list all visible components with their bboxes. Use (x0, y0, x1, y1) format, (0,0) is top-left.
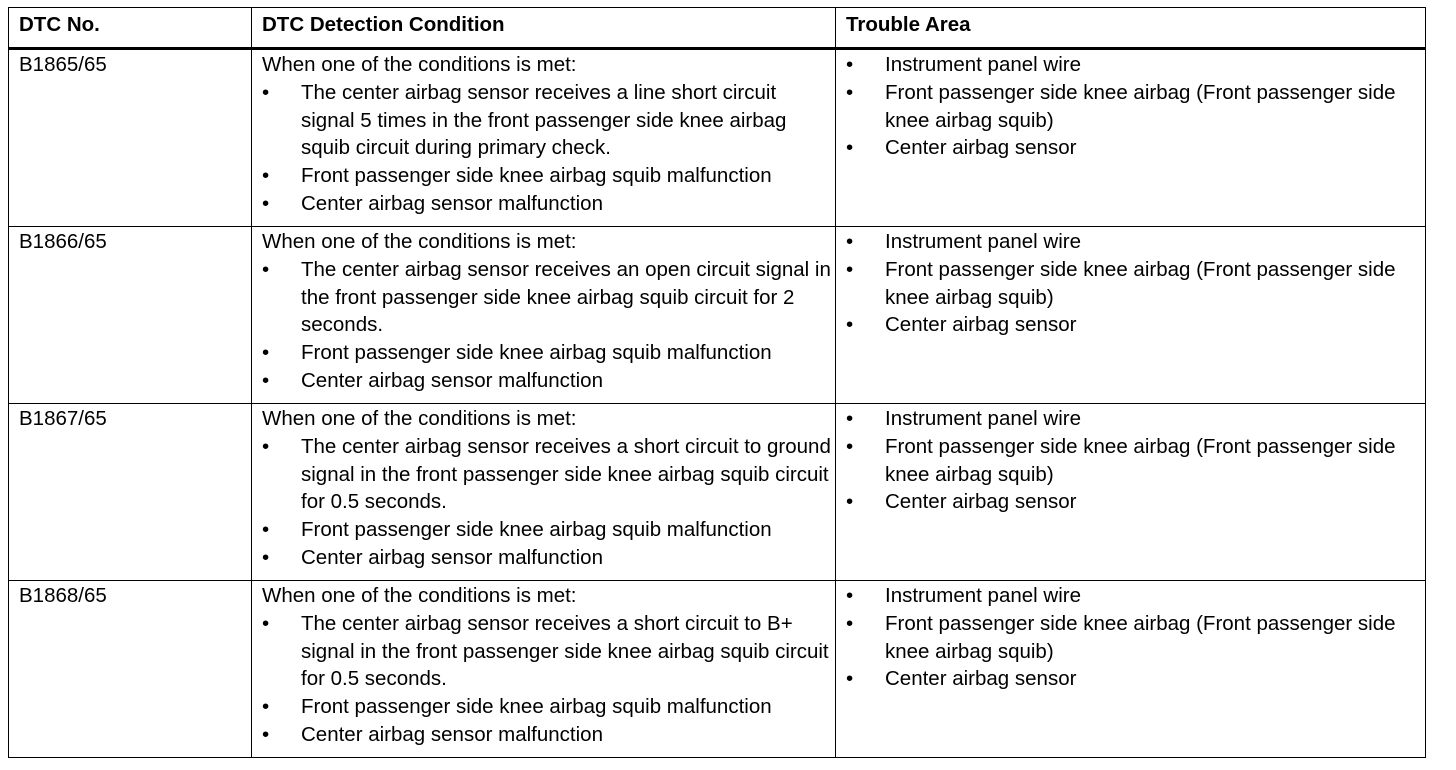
trouble-item (846, 228, 1425, 256)
trouble-text: Front passenger side knee airbag (Front passenger side knee airbag squib) (885, 434, 1396, 486)
dtc-code-cell: B1868/65 (9, 581, 252, 758)
bullet-icon: • (846, 53, 854, 76)
condition-cell (252, 404, 836, 581)
trouble-item (846, 311, 1425, 339)
dtc-code-cell: B1866/65 (9, 227, 252, 404)
bullet-icon: • (846, 313, 854, 337)
trouble-list (846, 582, 1425, 693)
condition-item (262, 79, 835, 162)
trouble-text: Instrument panel wire (885, 53, 1081, 76)
bullet-icon: • (262, 722, 270, 746)
header-dtc-no: DTC No. (9, 8, 252, 49)
trouble-text: Front passenger side knee airbag (Front passenger side knee airbag squib) (885, 257, 1396, 309)
bullet-icon: • (846, 80, 854, 104)
condition-item (262, 433, 835, 516)
trouble-area-cell (836, 227, 1426, 404)
trouble-item (846, 79, 1425, 135)
condition-list (262, 610, 835, 749)
trouble-list (846, 228, 1425, 339)
bullet-icon: • (262, 80, 270, 104)
condition-item (262, 544, 835, 572)
dtc-code-cell: B1867/65 (9, 404, 252, 581)
condition-text: The center airbag sensor receives a short circuit to B+ signal in the front passenger side knee airbag squib circuit for 0.5 seconds. (301, 611, 829, 691)
condition-lead: When one of the conditions is met: (262, 584, 577, 607)
condition-item (262, 610, 835, 693)
trouble-item (846, 488, 1425, 516)
bullet-icon: • (846, 407, 854, 430)
condition-item (262, 367, 835, 395)
trouble-area-cell (836, 49, 1426, 227)
bullet-icon: • (846, 257, 854, 281)
condition-list (262, 79, 835, 218)
condition-text: Front passenger side knee airbag squib malfunction (301, 518, 772, 542)
condition-text: Center airbag sensor malfunction (301, 722, 603, 746)
condition-cell (252, 581, 836, 758)
bullet-icon: • (262, 545, 270, 569)
bullet-icon: • (846, 611, 854, 635)
bullet-icon: • (846, 667, 854, 691)
bullet-icon: • (846, 584, 854, 607)
condition-text: Center airbag sensor malfunction (301, 191, 603, 215)
trouble-item (846, 256, 1425, 312)
condition-item (262, 256, 835, 339)
condition-text: Front passenger side knee airbag squib malfunction (301, 695, 772, 719)
condition-text: The center airbag sensor receives a short circuit to ground signal in the front passenger side knee airbag squib circuit for 0.5 seconds. (301, 434, 831, 514)
condition-cell (252, 227, 836, 404)
bullet-icon: • (846, 136, 854, 160)
condition-text: Front passenger side knee airbag squib malfunction (301, 341, 772, 365)
trouble-text: Center airbag sensor (885, 136, 1077, 160)
condition-lead: When one of the conditions is met: (262, 53, 577, 76)
condition-text: Center airbag sensor malfunction (301, 545, 603, 569)
trouble-text: Instrument panel wire (885, 584, 1081, 607)
trouble-text: Instrument panel wire (885, 407, 1081, 430)
condition-cell (252, 49, 836, 227)
trouble-item (846, 610, 1425, 666)
bullet-icon: • (262, 341, 270, 365)
condition-lead: When one of the conditions is met: (262, 230, 577, 253)
bullet-icon: • (262, 164, 270, 188)
trouble-item (846, 582, 1425, 610)
condition-text: Front passenger side knee airbag squib malfunction (301, 164, 772, 188)
condition-text: The center airbag sensor receives an open circuit signal in the front passenger side knee airbag squib circuit for 2 seconds. (301, 257, 831, 337)
trouble-text: Instrument panel wire (885, 230, 1081, 253)
condition-item (262, 162, 835, 190)
condition-text: Center airbag sensor malfunction (301, 368, 603, 392)
condition-item (262, 693, 835, 721)
trouble-item (846, 134, 1425, 162)
trouble-text: Front passenger side knee airbag (Front passenger side knee airbag squib) (885, 80, 1396, 132)
condition-lead: When one of the conditions is met: (262, 407, 577, 430)
dtc-code-cell: B1865/65 (9, 49, 252, 227)
trouble-text: Center airbag sensor (885, 490, 1077, 514)
bullet-icon: • (846, 490, 854, 514)
trouble-list (846, 405, 1425, 516)
condition-item (262, 721, 835, 749)
table-row (9, 404, 1426, 581)
trouble-text: Front passenger side knee airbag (Front passenger side knee airbag squib) (885, 611, 1396, 663)
header-detection-condition: DTC Detection Condition (252, 8, 836, 49)
condition-text: The center airbag sensor receives a line short circuit signal 5 times in the front passenger side knee airbag squib circuit during primary check. (301, 80, 787, 160)
bullet-icon: • (262, 611, 270, 635)
dtc-table (8, 7, 1426, 758)
bullet-icon: • (262, 368, 270, 392)
trouble-text: Center airbag sensor (885, 667, 1077, 691)
table-header-row (9, 8, 1426, 49)
trouble-item (846, 51, 1425, 79)
condition-item (262, 339, 835, 367)
bullet-icon: • (262, 257, 270, 281)
table-row (9, 49, 1426, 227)
trouble-item (846, 665, 1425, 693)
bullet-icon: • (846, 230, 854, 253)
condition-list (262, 433, 835, 572)
trouble-text: Center airbag sensor (885, 313, 1077, 337)
bullet-icon: • (262, 434, 270, 458)
bullet-icon: • (262, 695, 270, 719)
condition-item (262, 190, 835, 218)
trouble-list (846, 51, 1425, 162)
trouble-area-cell (836, 404, 1426, 581)
bullet-icon: • (262, 518, 270, 542)
table-row (9, 227, 1426, 404)
trouble-item (846, 433, 1425, 489)
trouble-area-cell (836, 581, 1426, 758)
bullet-icon: • (846, 434, 854, 458)
header-trouble-area: Trouble Area (836, 8, 1426, 49)
bullet-icon: • (262, 191, 270, 215)
condition-list (262, 256, 835, 395)
table-row (9, 581, 1426, 758)
condition-item (262, 516, 835, 544)
trouble-item (846, 405, 1425, 433)
